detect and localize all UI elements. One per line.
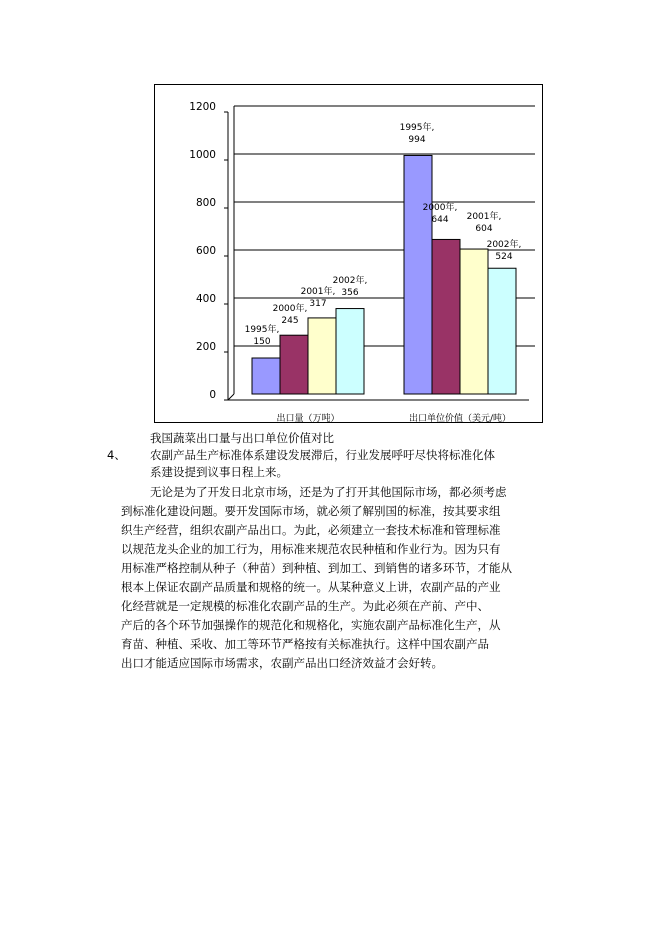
y-tick-label: 1000 bbox=[189, 149, 216, 161]
item-text-line: 系建设提到议事日程上来。 bbox=[150, 465, 288, 479]
paragraph-line: 根本上保证农副产品质量和规格的统一。从某种意义上讲，农副产品的产业 bbox=[121, 580, 501, 594]
bar bbox=[336, 309, 364, 394]
data-label: 2000年, bbox=[272, 304, 308, 314]
y-tick-label: 400 bbox=[195, 293, 216, 305]
y-tick-label: 0 bbox=[209, 389, 216, 401]
data-label: 604 bbox=[475, 224, 493, 234]
data-label: 1995年, bbox=[399, 123, 435, 133]
data-label: 150 bbox=[253, 337, 271, 347]
data-label: 245 bbox=[281, 316, 299, 326]
y-tick-label: 1200 bbox=[189, 101, 216, 113]
data-label: 356 bbox=[341, 288, 359, 298]
chart-frame bbox=[154, 84, 543, 423]
bar bbox=[308, 318, 336, 394]
data-label: 2001年, bbox=[466, 212, 502, 222]
paragraph-line: 用标准严格控制从种子（种苗）到种植、到加工、到销售的诸多环节，才能从 bbox=[121, 561, 512, 575]
bar bbox=[432, 239, 460, 394]
bar-chart bbox=[155, 85, 542, 422]
y-tick-label: 600 bbox=[195, 245, 216, 257]
item-number: 4、 bbox=[107, 448, 126, 462]
data-label: 2002年, bbox=[332, 276, 368, 286]
bar bbox=[280, 335, 308, 394]
item-text-line: 农副产品生产标准体系建设发展滞后，行业发展呼吁尽快将标准化体 bbox=[150, 448, 495, 462]
x-category-label: 出口单位价值（美元/吨） bbox=[408, 414, 512, 422]
paragraph-line: 织生产经营，组织农副产品出口。为此，必须建立一套技术标准和管理标准 bbox=[121, 523, 501, 537]
paragraph-line: 产后的各个环节加强操作的规范化和规格化，实施农副产品标准化生产，从 bbox=[121, 618, 501, 632]
data-label: 2000年, bbox=[422, 203, 458, 213]
paragraph-line: 出口才能适应国际市场需求，农副产品出口经济效益才会好转。 bbox=[121, 656, 443, 670]
bar bbox=[460, 249, 488, 394]
paragraph-line: 育苗、种植、采收、加工等环节严格按有关标准执行。这样中国农副产品 bbox=[121, 637, 489, 651]
bar bbox=[488, 268, 516, 394]
paragraph-line: 以规范龙头企业的加工行为，用标准来规范农民种植和作业行为。因为只有 bbox=[121, 542, 501, 556]
data-label: 994 bbox=[408, 135, 426, 145]
x-category-label: 出口量（万吨） bbox=[276, 414, 340, 422]
bar bbox=[404, 155, 432, 394]
y-tick-label: 200 bbox=[195, 341, 216, 353]
paragraph-line: 化经营就是一定规模的标准化农副产品的生产。为此必须在产前、产中、 bbox=[121, 599, 489, 613]
bar bbox=[252, 358, 280, 394]
paragraph-line: 到标准化建设问题。要开发国际市场，就必须了解别国的标准，按其要求组 bbox=[121, 504, 501, 518]
data-label: 524 bbox=[495, 252, 513, 262]
data-label: 2002年, bbox=[486, 240, 522, 250]
data-label: 644 bbox=[431, 215, 449, 225]
floor-edge bbox=[228, 394, 234, 400]
data-label: 1995年, bbox=[244, 325, 280, 335]
y-tick-label: 800 bbox=[195, 197, 216, 209]
data-label: 317 bbox=[309, 299, 327, 309]
paragraph-line: 无论是为了开发日北京市场，还是为了打开其他国际市场，都必须考虑 bbox=[150, 485, 507, 499]
data-label: 2001年, bbox=[300, 287, 336, 297]
chart-caption: 我国蔬菜出口量与出口单位价值对比 bbox=[150, 431, 334, 445]
